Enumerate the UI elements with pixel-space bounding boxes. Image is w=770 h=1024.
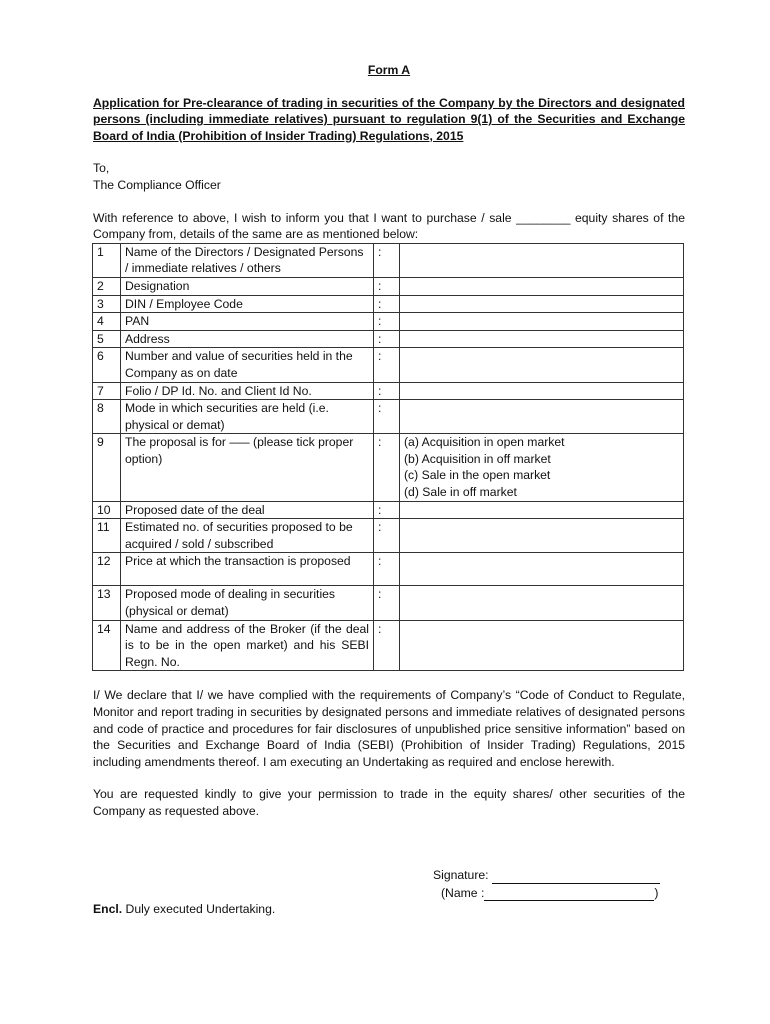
intro-paragraph: With reference to above, I wish to inform you that I want to purchase / sale ________ equity shares of the Company from, details of the same are as mentioned below: (93, 210, 685, 242)
option-open-market-acquisition[interactable]: (a) Acquisition in open market (404, 435, 565, 450)
row-label: Folio / DP Id. No. and Client Id No. (121, 382, 374, 400)
signature-row (433, 866, 660, 884)
row-value-cell[interactable] (400, 586, 684, 620)
recipient: The Compliance Officer (93, 177, 221, 192)
row-number: 8 (93, 400, 121, 434)
row-colon: : (374, 295, 400, 313)
signature-label: Signature: (433, 868, 489, 882)
row-label: Address (121, 330, 374, 348)
row-colon: : (374, 586, 400, 620)
table-row (93, 243, 684, 277)
row-colon: : (374, 519, 400, 553)
table-row (93, 519, 684, 553)
to-line: To, (93, 161, 110, 176)
row-value-cell[interactable] (400, 400, 684, 434)
declaration-paragraph: I/ We declare that I/ we have complied with the requirements of Company’s “Code of Conduct to Regulate, Monitor and report trading in securities by designated persons and immediate relatives of designated persons and code of practice and procedures for fair disclosures of unpublished price sensitive information” based on the Securities and Exchange Board of India (SEBI) (Prohibition of Insider Trading) Regulations, 2015 including amendments thereof. I am executing an Undertaking as required and enclose herewith. (93, 688, 685, 769)
table-row (93, 501, 684, 519)
row-label: Estimated no. of securities proposed to be acquired / sold / subscribed (121, 519, 374, 553)
table-row (93, 586, 684, 620)
row-label: Name of the Directors / Designated Persons / immediate relatives / others (121, 243, 374, 277)
table-row (93, 313, 684, 331)
row-label: Proposed mode of dealing in securities (physical or demat) (121, 586, 374, 620)
row-value-cell[interactable] (400, 277, 684, 295)
request-paragraph: You are requested kindly to give your permission to trade in the equity shares/ other securities of the Company as requested above. (93, 787, 685, 818)
row-number: 4 (93, 313, 121, 331)
row-number: 6 (93, 348, 121, 382)
name-label: (Name : (441, 885, 485, 900)
row-label: Price at which the transaction is proposed (121, 553, 374, 586)
table-row (93, 620, 684, 671)
row-colon: : (374, 277, 400, 295)
row-value-cell[interactable] (400, 382, 684, 400)
row-label: Mode in which securities are held (i.e. physical or demat) (121, 400, 374, 434)
signature-field[interactable] (492, 866, 660, 884)
table-row (93, 330, 684, 348)
addressee-block (93, 160, 685, 193)
row-value-cell[interactable] (400, 620, 684, 671)
details-table (92, 243, 684, 672)
row-label: Name and address of the Broker (if the deal is to be in the open market) and his SEBI Regn. No. (121, 620, 374, 671)
row-colon: : (374, 400, 400, 434)
row-colon: : (374, 501, 400, 519)
row-label: Designation (121, 277, 374, 295)
row-number: 5 (93, 330, 121, 348)
row-value-cell[interactable] (400, 348, 684, 382)
row-colon: : (374, 553, 400, 586)
row-number: 9 (93, 434, 121, 501)
option-off-market-acquisition[interactable]: (b) Acquisition in off market (404, 451, 551, 466)
row-colon: : (374, 382, 400, 400)
row-colon: : (374, 330, 400, 348)
row-number: 1 (93, 243, 121, 277)
signature-block (433, 866, 660, 901)
row-value-cell[interactable] (400, 553, 684, 586)
row-number: 10 (93, 501, 121, 519)
row-value-cell[interactable] (400, 501, 684, 519)
table-row (93, 553, 684, 586)
row-label: DIN / Employee Code (121, 295, 374, 313)
name-row (433, 884, 660, 902)
proposal-options-cell (400, 434, 684, 501)
option-open-market-sale[interactable]: (c) Sale in the open market (404, 468, 551, 483)
row-number: 12 (93, 553, 121, 586)
row-number: 7 (93, 382, 121, 400)
row-colon: : (374, 348, 400, 382)
row-label: Number and value of securities held in the Company as on date (121, 348, 374, 382)
row-value-cell[interactable] (400, 295, 684, 313)
row-value-cell[interactable] (400, 519, 684, 553)
table-row (93, 400, 684, 434)
row-colon: : (374, 243, 400, 277)
row-number: 3 (93, 295, 121, 313)
row-number: 11 (93, 519, 121, 553)
enclosure-label: Encl. (93, 902, 123, 916)
row-value-cell[interactable] (400, 330, 684, 348)
table-row (93, 295, 684, 313)
row-number: 2 (93, 277, 121, 295)
table-row (93, 382, 684, 400)
form-title: Form A (367, 63, 411, 77)
row-number: 14 (93, 620, 121, 671)
row-label: Proposed date of the deal (121, 501, 374, 519)
form-heading: Application for Pre-clearance of trading in securities of the Company by the Directors and designated persons (including immediate relatives) pursuant to regulation 9(1) of the Securities and Exchange Board of India (Prohibition of Insider Trading) Regulations, 2015 (93, 95, 685, 143)
row-colon: : (374, 434, 400, 501)
row-value-cell[interactable] (400, 313, 684, 331)
table-row (93, 348, 684, 382)
row-number: 13 (93, 586, 121, 620)
row-value-cell[interactable] (400, 243, 684, 277)
table-row (93, 277, 684, 295)
table-row (93, 434, 684, 501)
enclosure-line (93, 901, 275, 918)
row-label: PAN (121, 313, 374, 331)
row-colon: : (374, 313, 400, 331)
name-field[interactable] (484, 884, 654, 902)
enclosure-text: Duly executed Undertaking. (125, 902, 276, 916)
row-label: The proposal is for ––– (please tick proper option) (121, 434, 374, 501)
row-colon: : (374, 620, 400, 671)
name-close: ) (654, 885, 659, 900)
option-off-market-sale[interactable]: (d) Sale in off market (404, 485, 517, 500)
